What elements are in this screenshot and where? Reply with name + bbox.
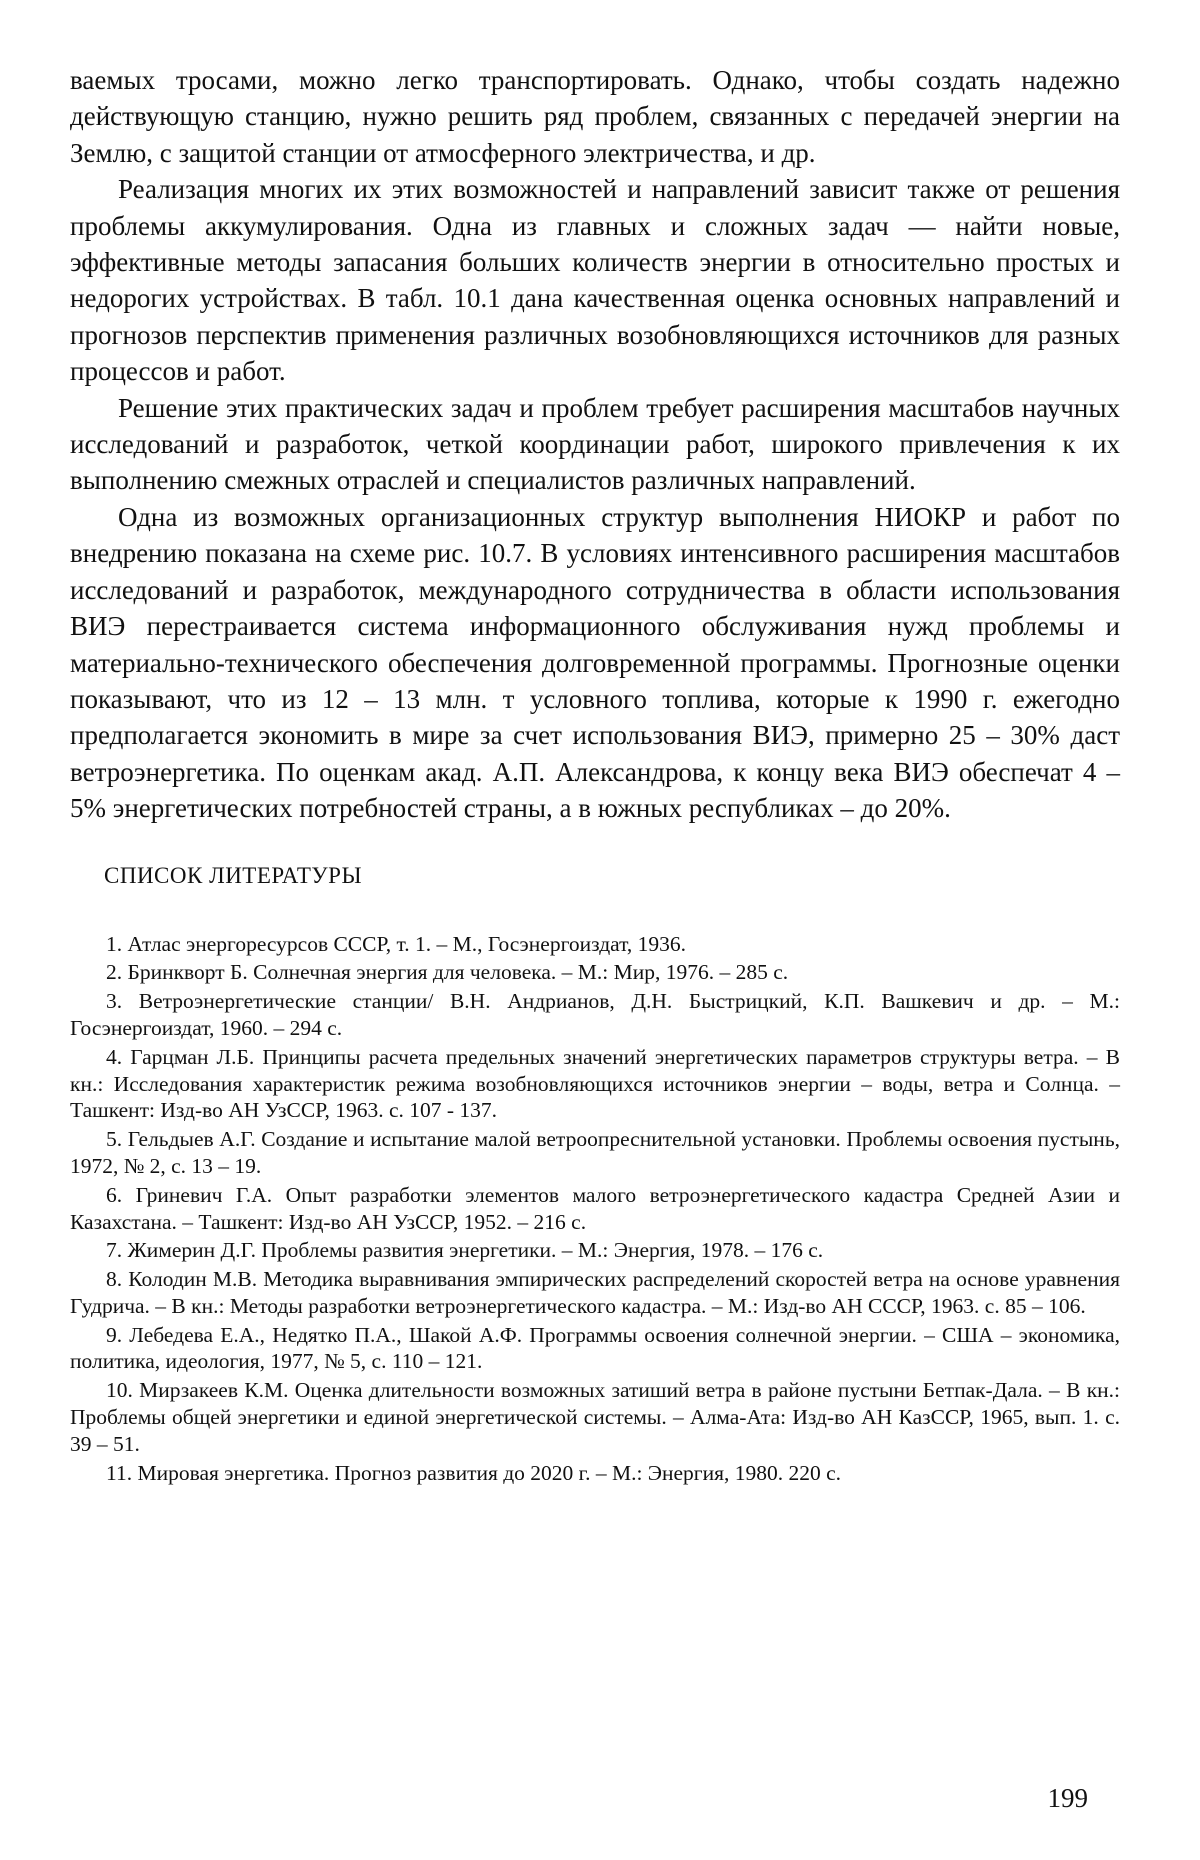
reference-item: 3. Ветроэнергетические станции/ В.Н. Андрианов, Д.Н. Быстрицкий, К.П. Вашкевич и др. – М.: Госэнергоиздат, 1960. – 294 с. [70,989,1120,1040]
reference-item: 9. Лебедева Е.А., Недятко П.А., Шакой А.Ф. Программы освоения солнечной энергии. – США – экономика, политика, идеология, 1977, № 5, с. 110 – 121. [70,1322,1120,1374]
book-page [70,62,1120,1822]
reference-item: 7. Жимерин Д.Г. Проблемы развития энергетики. – М.: Энергия, 1978. – 176 с. [106,1238,824,1263]
main-text [70,62,1120,827]
reference-item: 11. Мировая энергетика. Прогноз развития до 2020 г. – М.: Энергия, 1980. 220 с. [106,1460,842,1485]
reference-item: 8. Колодин М.В. Методика выравнивания эмпирических распределений скоростей ветра на основе уравнения Гудрича. – В кн.: Методы разработки ветроэнергетического кадастра. – М.: Изд-во АН СССР, 1963. с. 85 – 106. [70,1267,1120,1318]
paragraph-3: Решение этих практических задач и проблем требует расширения масштабов научных исследований и разработок, четкой координации работ, широкого привлечения к их выполнению смежных отраслей и специалистов различных направлений. [70,392,1120,496]
references-list [70,931,1120,1487]
reference-item: 6. Гриневич Г.А. Опыт разработки элементов малого ветроэнергетического кадастра Средней Азии и Казахстана. – Ташкент: Изд-во АН УзССР, 1952. – 216 с. [70,1182,1120,1234]
page-number: 199 [1047,1783,1088,1813]
reference-item: 4. Гарцман Л.Б. Принципы расчета предельных значений энергетических параметров структуры ветра. – В кн.: Исследования характеристик режима возобновляющихся источников энергии – воды, ветра и Солнца. – Ташкент: Изд-во АН УзССР, 1963. с. 107 - 137. [70,1044,1120,1123]
reference-item: 5. Гельдыев А.Г. Создание и испытание малой ветроопреснительной установки. Проблемы освоения пустынь, 1972, № 2, с. 13 – 19. [70,1127,1120,1178]
reference-item: 2. Бринкворт Б. Солнечная энергия для человека. – М.: Мир, 1976. – 285 с. [106,960,789,985]
references-heading: СПИСОК ЛИТЕРАТУРЫ [104,862,363,888]
paragraph-1: ваемых тросами, можно легко транспортировать. Однако, чтобы создать надежно действующую станцию, нужно решить ряд проблем, связанных с передачей энергии на Землю, с защитой станции от атмосферного электричества, и др. [70,65,1120,168]
paragraph-4: Одна из возможных организационных структур выполнения НИОКР и работ по внедрению показана на схеме рис. 10.7. В условиях интенсивного расширения масштабов исследований и разработок, международного сотрудничества в области использования ВИЭ перестраивается система информационного обслуживания нужд проблемы и материально-технического обеспечения долговременной программы. Прогнозные оценки показывают, что из 12 – 13 млн. т условного топлива, которые к 1990 г. ежегодно предполагается экономить в мире за счет использования ВИЭ, примерно 25 – 30% даст ветроэнергетика. По оценкам акад. А.П. Александрова, к концу века ВИЭ обеспечат 4 – 5% энергетических потребностей страны, а в южных республиках – до 20%. [70,501,1120,824]
paragraph-2: Реализация многих их этих возможностей и направлений зависит также от решения проблемы аккумулирования. Одна из главных и сложных задач — найти новые, эффективные методы запасания больших количеств энергии в относительно простых и недорогих устройствах. В табл. 10.1 дана качественная оценка основных направлений и прогнозов перспектив применения различных возобновляющихся источников для разных процессов и работ. [70,174,1120,387]
reference-item: 1. Атлас энергоресурсов СССР, т. 1. – М., Госэнергоиздат, 1936. [106,931,687,956]
reference-item: 10. Мирзакеев К.М. Оценка длительности возможных затиший ветра в районе пустыни Бетпак-Дала. – В кн.: Проблемы общей энергетики и единой энергетической системы. – Алма-Ата: Изд-во АН КазССР, 1965, вып. 1. с. 39 – 51. [70,1378,1120,1456]
